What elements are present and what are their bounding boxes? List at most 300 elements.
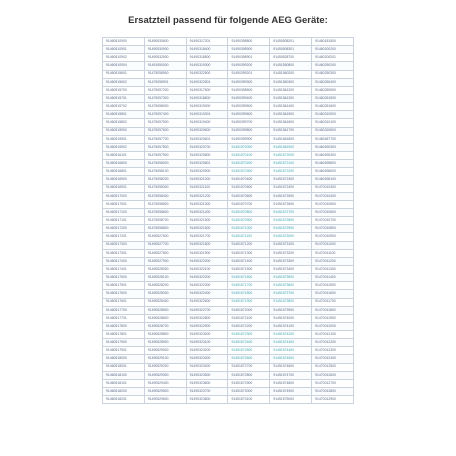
table-cell: 91490528300 — [144, 290, 186, 298]
table-cell: 91460516801 — [103, 168, 145, 176]
table-cell: 91490398800 — [228, 38, 270, 46]
table-cell: 91451572300 — [270, 176, 312, 184]
part-number-table — [102, 37, 354, 404]
table-cell: 91460518000 — [103, 355, 145, 363]
table-cell: 91490322200 — [186, 274, 228, 282]
table-cell: 91460515902 — [103, 143, 145, 151]
table-cell: 91451571300 — [228, 249, 270, 257]
table-cell: 91460251500 — [312, 94, 354, 102]
table-cell: 91451574100 — [270, 322, 312, 330]
table-cell: 91451574400 — [270, 347, 312, 355]
table-cell: 91460516800 — [103, 160, 145, 168]
table-cell: 91490319400 — [186, 119, 228, 127]
table-cell: 91475058100 — [144, 168, 186, 176]
table-cell: 91470012600 — [312, 371, 354, 379]
table-cell: 91490321400 — [186, 208, 228, 216]
table-cell: 91460515900 — [103, 127, 145, 135]
table-cell: 91490528700 — [144, 322, 186, 330]
table-cell: 91451572100 — [270, 160, 312, 168]
table-cell: 91460516901 — [103, 184, 145, 192]
part-number-table-body — [103, 38, 354, 404]
table-cell: 91451561200 — [270, 86, 312, 94]
table-row — [103, 86, 354, 94]
table-cell: 91490320900 — [186, 168, 228, 176]
table-cell: 91490320801 — [186, 160, 228, 168]
table-cell: 91490528100 — [144, 274, 186, 282]
table-cell: 91460515700 — [103, 86, 145, 94]
table-cell: 91490320601 — [186, 135, 228, 143]
table-cell: 91470010500 — [312, 200, 354, 208]
table-cell: 91490527900 — [144, 257, 186, 265]
table-cell: 91470010900 — [312, 233, 354, 241]
table-cell: 91470012000 — [312, 322, 354, 330]
table-cell: 91460320600 — [312, 127, 354, 135]
table-cell: 91451572100 — [228, 314, 270, 322]
table-cell: 91451572600 — [228, 355, 270, 363]
table-cell: 91460518200 — [103, 388, 145, 396]
table-cell: 91460515702 — [103, 103, 145, 111]
table-cell: 91451574000 — [270, 314, 312, 322]
table-cell: 91460517401 — [103, 265, 145, 273]
table-row — [103, 355, 354, 363]
table-row — [103, 249, 354, 257]
table-cell: 91475058200 — [144, 176, 186, 184]
table-row — [103, 94, 354, 102]
table-row — [103, 192, 354, 200]
table-cell: 91451573500 — [270, 274, 312, 282]
table-cell: 91451561500 — [270, 111, 312, 119]
table-cell: 91490529000 — [144, 347, 186, 355]
table-cell: 91490318600 — [186, 94, 228, 102]
table-row — [103, 168, 354, 176]
table-row — [103, 379, 354, 387]
table-cell: 91470010800 — [312, 225, 354, 233]
table-cell: 91460515601 — [103, 70, 145, 78]
table-cell: 91490528500 — [144, 306, 186, 314]
table-cell: 91451571700 — [228, 282, 270, 290]
table-cell: 91460510904 — [103, 62, 145, 70]
table-cell: 91451574600 — [270, 363, 312, 371]
table-cell: 91451570000 — [228, 143, 270, 151]
table-cell: 91490323800 — [186, 396, 228, 404]
table-row — [103, 54, 354, 62]
table-cell: 91490320700 — [186, 143, 228, 151]
table-cell: 91475057700 — [144, 135, 186, 143]
table-cell: 91460517300 — [103, 241, 145, 249]
table-row — [103, 225, 354, 233]
table-cell: 91470011400 — [312, 274, 354, 282]
table-cell: 91475058000 — [144, 103, 186, 111]
table-cell: 91451570100 — [228, 151, 270, 159]
table-row — [103, 371, 354, 379]
table-cell: 91460517101 — [103, 217, 145, 225]
table-cell: 91451550800 — [270, 62, 312, 70]
table-cell: 91460515602 — [103, 78, 145, 86]
table-cell: 91460517000 — [103, 192, 145, 200]
table-cell: 91490399700 — [228, 119, 270, 127]
table-cell: 91490323200 — [186, 347, 228, 355]
table-cell: 91490529500 — [144, 388, 186, 396]
table-cell: 91490399400 — [228, 94, 270, 102]
table-cell: 91470010600 — [312, 208, 354, 216]
table-cell: 91490319000 — [186, 103, 228, 111]
table-cell: 91475058700 — [144, 217, 186, 225]
table-cell: 91490319300 — [186, 62, 228, 70]
table-cell: 91490321000 — [186, 176, 228, 184]
table-cell: 91490318500 — [186, 54, 228, 62]
table-cell: 91460310000 — [312, 111, 354, 119]
table-cell: 91490399201 — [228, 70, 270, 78]
table-cell: 91451572200 — [270, 168, 312, 176]
table-cell: 91490320600 — [186, 127, 228, 135]
table-row — [103, 298, 354, 306]
table-cell: 91451561400 — [270, 103, 312, 111]
table-cell: 91490528000 — [144, 265, 186, 273]
table-cell: 91460517800 — [103, 322, 145, 330]
table-cell: 91451570500 — [228, 184, 270, 192]
table-cell: 91451570700 — [228, 200, 270, 208]
table-cell: 91460517601 — [103, 298, 145, 306]
table-cell: 91490527800 — [144, 249, 186, 257]
table-cell: 91475058400 — [144, 192, 186, 200]
table-cell: 91490532500 — [144, 54, 186, 62]
table-cell: 91490528600 — [144, 314, 186, 322]
table-cell: 91470011100 — [312, 249, 354, 257]
table-cell: 91460517600 — [103, 290, 145, 298]
table-cell: 91470012100 — [312, 331, 354, 339]
table-cell: 91491550000 — [144, 62, 186, 70]
table-cell: 91460496000 — [312, 168, 354, 176]
table-cell: 91451573300 — [270, 257, 312, 265]
table-row — [103, 151, 354, 159]
table-cell: 91460515801 — [103, 111, 145, 119]
table-cell: 91460517901 — [103, 347, 145, 355]
table-cell: 91490530900 — [144, 46, 186, 54]
table-cell: 91451572900 — [228, 379, 270, 387]
table-cell: 91490399500 — [228, 103, 270, 111]
table-cell: 91490322300 — [186, 282, 228, 290]
table-cell: 91451561700 — [270, 127, 312, 135]
table-cell: 91490323000 — [186, 331, 228, 339]
table-cell: 91460517100 — [103, 208, 145, 216]
table-row — [103, 274, 354, 282]
table-cell: 91490399300 — [228, 78, 270, 86]
table-cell: 91451572800 — [270, 217, 312, 225]
table-cell: 91451570200 — [228, 160, 270, 168]
table-cell: 91490321600 — [186, 225, 228, 233]
table-cell: 91451573200 — [270, 249, 312, 257]
table-cell: 91451571600 — [228, 274, 270, 282]
table-cell: 91460517500 — [103, 274, 145, 282]
table-cell: 91451570400 — [228, 176, 270, 184]
table-cell: 91451571400 — [228, 257, 270, 265]
table-cell: 91490323600 — [186, 379, 228, 387]
table-cell: 91475058800 — [144, 225, 186, 233]
table-cell: 91490529100 — [144, 355, 186, 363]
table-cell: 91451571900 — [228, 298, 270, 306]
table-cell: 91490320800 — [186, 151, 228, 159]
table-row — [103, 396, 354, 404]
table-row — [103, 46, 354, 54]
table-cell: 91451561800 — [270, 135, 312, 143]
table-cell: 91460490300 — [312, 143, 354, 151]
table-cell: 91475057900 — [144, 151, 186, 159]
table-row — [103, 322, 354, 330]
table-cell: 91460517801 — [103, 331, 145, 339]
table-cell: 91475058300 — [144, 184, 186, 192]
table-cell: 91490528400 — [144, 298, 186, 306]
table-cell: 91451574900 — [270, 388, 312, 396]
table-cell: 91451570300 — [228, 168, 270, 176]
table-cell: 91460250500 — [312, 86, 354, 94]
table-cell: 91490399900 — [228, 135, 270, 143]
table-cell: 91451573000 — [270, 233, 312, 241]
table-cell: 91460517701 — [103, 314, 145, 322]
table-cell: 91470012800 — [312, 388, 354, 396]
table-cell: 91460517900 — [103, 339, 145, 347]
table-cell: 91451560200 — [270, 70, 312, 78]
table-cell: 91490529600 — [144, 396, 186, 404]
table-cell: 91470012300 — [312, 347, 354, 355]
table-cell: 91470012400 — [312, 355, 354, 363]
table-row — [103, 160, 354, 168]
table-cell: 91490321500 — [186, 217, 228, 225]
table-row — [103, 339, 354, 347]
table-cell: 91490322900 — [186, 322, 228, 330]
table-cell: 91490323500 — [186, 371, 228, 379]
table-cell: 91490529400 — [144, 379, 186, 387]
table-row — [103, 388, 354, 396]
table-cell: 91460181500 — [312, 38, 354, 46]
table-cell: 91460517301 — [103, 249, 145, 257]
table-row — [103, 62, 354, 70]
table-cell: 91451572500 — [228, 347, 270, 355]
table-cell: 91490322500 — [186, 70, 228, 78]
table-cell: 91470011900 — [312, 314, 354, 322]
table-cell: 91475058500 — [144, 200, 186, 208]
table-cell: 91451561600 — [270, 119, 312, 127]
table-cell: 91490321100 — [186, 184, 228, 192]
table-cell: 91490323400 — [186, 363, 228, 371]
table-cell: 91451574200 — [270, 331, 312, 339]
table-cell: 91451574300 — [270, 339, 312, 347]
table-cell: 91460200201 — [312, 54, 354, 62]
table-cell: 91475058901 — [144, 78, 186, 86]
table-cell: 91490322400 — [186, 290, 228, 298]
table-row — [103, 233, 354, 241]
table-cell: 91470011200 — [312, 257, 354, 265]
table-cell: 91490323100 — [186, 339, 228, 347]
table-cell: 91475058000 — [144, 160, 186, 168]
table-cell: 91451572500 — [270, 192, 312, 200]
table-cell: 91470011800 — [312, 306, 354, 314]
table-cell: 91451572700 — [270, 208, 312, 216]
table-row — [103, 306, 354, 314]
table-cell: 91490528800 — [144, 331, 186, 339]
table-cell: 91460515901 — [103, 135, 145, 143]
table-cell: 91490321700 — [186, 233, 228, 241]
table-cell: 91490529300 — [144, 371, 186, 379]
table-cell: 91490321200 — [186, 192, 228, 200]
table-cell: 91490529200 — [144, 363, 186, 371]
table-cell: 91460496100 — [312, 176, 354, 184]
table-cell: 91470011700 — [312, 298, 354, 306]
table-cell: 91490322700 — [186, 306, 228, 314]
table-cell: 91490322000 — [186, 257, 228, 265]
table-cell: 91460495800 — [312, 160, 354, 168]
table-cell: 91490322600 — [186, 298, 228, 306]
table-cell: 91450508201 — [270, 38, 312, 46]
table-row — [103, 282, 354, 290]
table-cell: 91460517201 — [103, 233, 145, 241]
table-cell: 91490321800 — [186, 241, 228, 249]
table-cell: 91460518100 — [103, 371, 145, 379]
table-cell: 91451572000 — [270, 151, 312, 159]
table-row — [103, 200, 354, 208]
table-cell: 91451573100 — [270, 241, 312, 249]
table-cell: 91460518201 — [103, 396, 145, 404]
table-cell: 91490528200 — [144, 282, 186, 290]
table-cell: 91470010300 — [312, 184, 354, 192]
table-cell: 91490321300 — [186, 200, 228, 208]
table-row — [103, 363, 354, 371]
table-cell: 91460200200 — [312, 46, 354, 54]
table-row — [103, 119, 354, 127]
table-cell: 91451574700 — [270, 371, 312, 379]
table-row — [103, 208, 354, 216]
table-row — [103, 78, 354, 86]
table-cell: 91490399200 — [228, 62, 270, 70]
table-row — [103, 70, 354, 78]
table-cell: 91451573600 — [270, 282, 312, 290]
table-cell: 91490527600 — [144, 233, 186, 241]
table-cell: 91475057200 — [144, 86, 186, 94]
table-cell: 91470010400 — [312, 192, 354, 200]
table-row — [103, 38, 354, 46]
page-title: Ersatzteil passend für folgende AEG Geräte: — [128, 15, 328, 26]
table-cell: 91451573800 — [270, 298, 312, 306]
table-cell: 91490399800 — [228, 127, 270, 135]
table-cell: 91490398500 — [228, 86, 270, 94]
table-cell: 91451573400 — [270, 265, 312, 273]
table-cell: 91490530600 — [144, 38, 186, 46]
table-cell: 91460250400 — [312, 78, 354, 86]
table-row — [103, 103, 354, 111]
table-cell: 91460518101 — [103, 379, 145, 387]
table-cell: 91451572700 — [228, 363, 270, 371]
table-cell: 91451572900 — [270, 225, 312, 233]
table-cell: 91451570600 — [228, 192, 270, 200]
table-cell: 91460515802 — [103, 119, 145, 127]
table-cell: 91490323300 — [186, 355, 228, 363]
table-cell: 91460250200 — [312, 62, 354, 70]
table-cell: 91451573100 — [228, 396, 270, 404]
table-cell: 91475057500 — [144, 119, 186, 127]
table-cell: 91460251600 — [312, 103, 354, 111]
table-cell: 91460517001 — [103, 200, 145, 208]
table-cell: 91490318400 — [186, 46, 228, 54]
table-row — [103, 241, 354, 249]
table-cell: 91451575000 — [270, 396, 312, 404]
table-cell: 91451560300 — [270, 78, 312, 86]
table-cell: 91451572300 — [228, 331, 270, 339]
table-cell: 91470012500 — [312, 363, 354, 371]
table-row — [103, 111, 354, 119]
table-cell: 91475057300 — [144, 94, 186, 102]
table-cell: 91475058900 — [144, 70, 186, 78]
table-cell: 91475057600 — [144, 127, 186, 135]
table-cell: 91490322501 — [186, 78, 228, 86]
table-cell: 91475057800 — [144, 143, 186, 151]
table-cell: 91460510900 — [103, 38, 145, 46]
table-cell: 91460510901 — [103, 46, 145, 54]
table-cell: 91490322800 — [186, 314, 228, 322]
table-cell: 91451572400 — [228, 339, 270, 347]
table-cell: 91450528700 — [270, 54, 312, 62]
table-cell: 91451572600 — [270, 200, 312, 208]
table-cell: 91460250300 — [312, 70, 354, 78]
table-cell: 91460490400 — [312, 151, 354, 159]
table-cell: 91490322100 — [186, 265, 228, 273]
table-cell: 91470011600 — [312, 290, 354, 298]
table-row — [103, 176, 354, 184]
table-cell: 91490317201 — [186, 38, 228, 46]
table-cell: 91490323700 — [186, 388, 228, 396]
table-cell: 91460516101 — [103, 151, 145, 159]
table-cell: 91470011300 — [312, 265, 354, 273]
table-cell: 91451572400 — [270, 184, 312, 192]
table-cell: 91451574500 — [270, 355, 312, 363]
table-row — [103, 127, 354, 135]
table-row — [103, 217, 354, 225]
table-cell: 91451561900 — [270, 143, 312, 151]
table-cell: 91460518001 — [103, 363, 145, 371]
table-cell: 91451574800 — [270, 379, 312, 387]
table-cell: 91451571200 — [228, 241, 270, 249]
table-cell: 91460510902 — [103, 54, 145, 62]
table-row — [103, 184, 354, 192]
table-cell: 91490527700 — [144, 241, 186, 249]
table-cell: 91490321900 — [186, 249, 228, 257]
table-cell: 91460517501 — [103, 282, 145, 290]
table-cell: 91460517400 — [103, 257, 145, 265]
table-cell: 91475058600 — [144, 208, 186, 216]
table-cell: 91451573700 — [270, 290, 312, 298]
table-cell: 91450508301 — [270, 46, 312, 54]
table-cell: 91451573000 — [228, 388, 270, 396]
table-cell: 91451571100 — [228, 233, 270, 241]
table-cell: 91460515701 — [103, 94, 145, 102]
table-cell: 91451561300 — [270, 94, 312, 102]
table-cell: 91451570800 — [228, 208, 270, 216]
table-cell: 91490399600 — [228, 111, 270, 119]
table-cell: 91460517200 — [103, 225, 145, 233]
table-cell: 91460487700 — [312, 135, 354, 143]
table-row — [103, 331, 354, 339]
table-cell: 91470010700 — [312, 217, 354, 225]
table-cell: 91451572200 — [228, 322, 270, 330]
table-cell: 91470012900 — [312, 396, 354, 404]
table-cell: 91470012200 — [312, 339, 354, 347]
table-cell: 91490319301 — [186, 111, 228, 119]
table-cell: 91475057400 — [144, 111, 186, 119]
table-row — [103, 347, 354, 355]
table-cell: 91451571500 — [228, 265, 270, 273]
table-cell: 91451573900 — [270, 306, 312, 314]
table-cell: 91451570900 — [228, 217, 270, 225]
table-cell: 91451571800 — [228, 290, 270, 298]
table-cell: 91470012700 — [312, 379, 354, 387]
